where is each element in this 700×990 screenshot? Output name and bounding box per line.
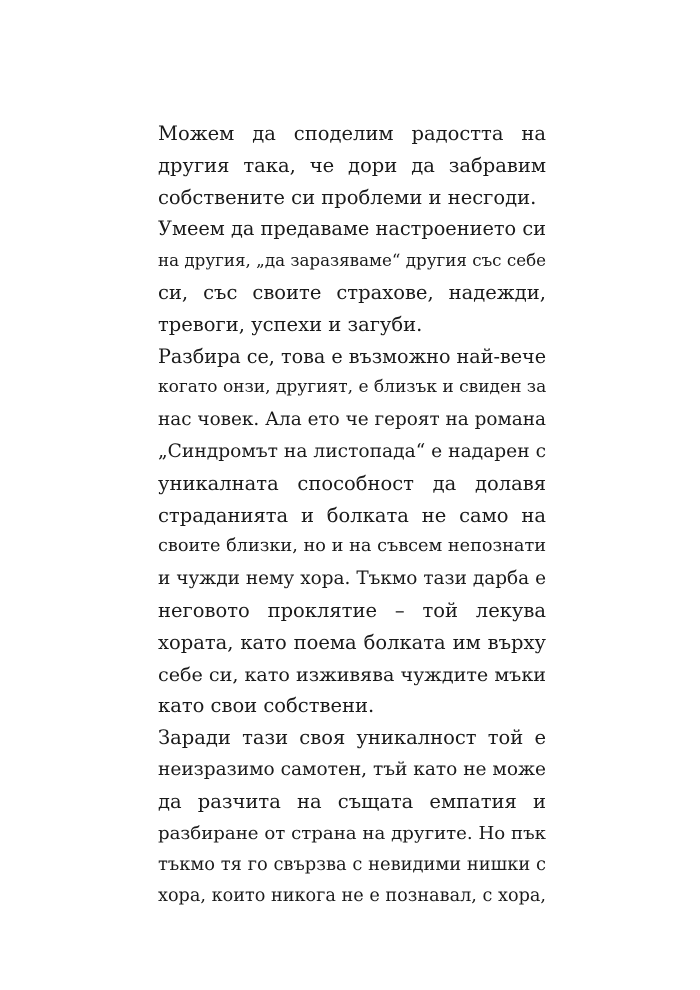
text-line: себе си, като изживява чуждите мъки — [158, 662, 546, 686]
text-line: своите близки, но и на съвсем непознати — [158, 536, 546, 557]
text-line: си, със своите страхове, надежди, — [158, 280, 546, 304]
paragraph — [158, 118, 546, 213]
text-line: разбиране от страна на другите. Но пък — [158, 822, 546, 844]
text-line: Разбира се, това е възможно най-вече — [158, 344, 547, 368]
text-line: да разчита на същата емпатия и — [158, 789, 546, 813]
paragraph — [158, 722, 546, 913]
text-line: на другия, „да заразяваме“ другия със себе — [158, 250, 546, 271]
paragraph — [158, 213, 546, 340]
text-line: Умеем да предаваме настроението си — [158, 217, 546, 241]
paragraph — [158, 341, 546, 723]
text-line: като свои собствени. — [158, 694, 375, 718]
text-line: „Синдромът на листопада“ е надарен с — [158, 440, 546, 462]
text-line: Заради тази своя уникалност той е — [158, 726, 546, 750]
text-line: хората, като поема болката им върху — [158, 630, 546, 654]
text-line: неизразимо самотен, тъй като не може — [158, 758, 546, 780]
text-line: собствените си проблеми и несгоди. — [158, 185, 537, 209]
text-line: и чужди нему хора. Тъкмо тази дарба е — [158, 568, 546, 590]
text-line: неговото проклятие – той лекува — [158, 598, 546, 622]
text-line: нас човек. Ала ето че героят на романа — [158, 409, 546, 431]
text-line: хора, които никога не е познавал, с хора, — [158, 886, 546, 907]
text-line: тревоги, успехи и загуби. — [158, 312, 423, 336]
text-line: страданията и болката не само на — [158, 503, 546, 527]
text-line: уникалната способност да долавя — [158, 471, 546, 495]
body-text — [158, 118, 546, 913]
text-line: тъкмо тя го свързва с невидими нишки с — [158, 854, 546, 876]
text-line: Можем да споделим радостта на — [158, 122, 546, 145]
text-line: другия така, че дори да забравим — [158, 153, 546, 177]
text-line: когато онзи, другият, е близък и свиден за — [158, 377, 547, 398]
